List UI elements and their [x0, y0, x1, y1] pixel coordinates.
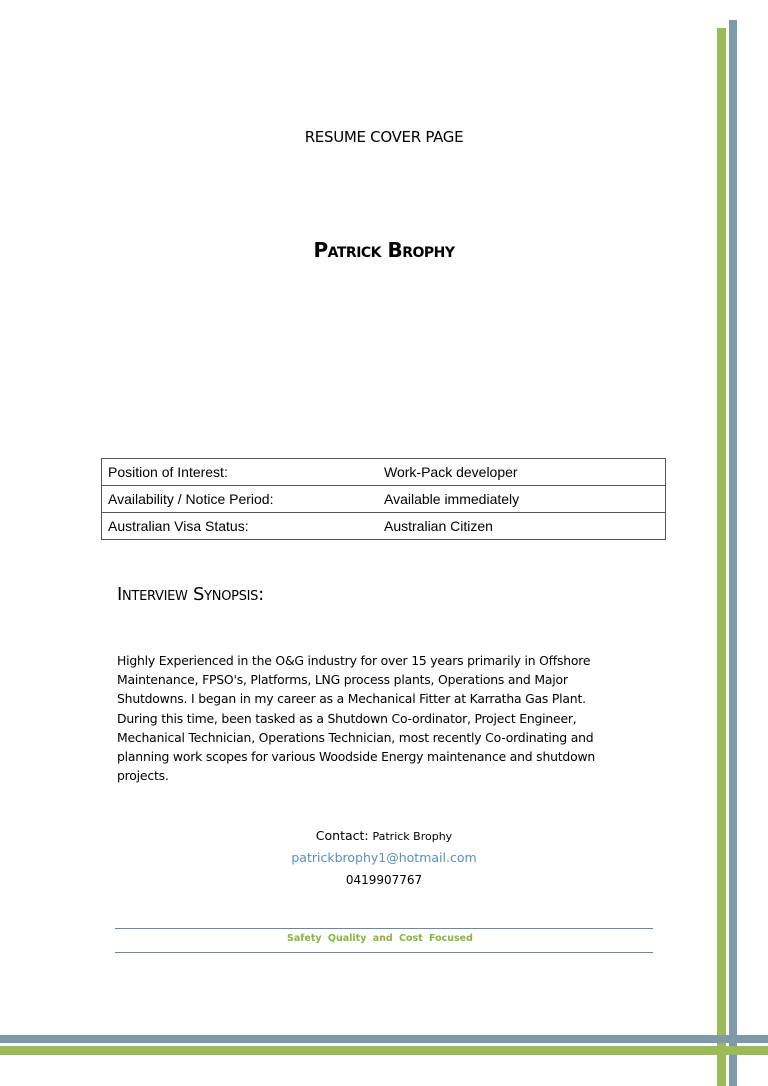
- contact-label: Contact:: [315, 828, 369, 843]
- table-row: [102, 486, 666, 513]
- info-value: Work-Pack developer: [378, 459, 666, 486]
- info-label: Availability / Notice Period:: [102, 486, 379, 513]
- synopsis-line: planning work scopes for various Woodside Energy maintenance and shutdown: [117, 749, 596, 765]
- synopsis-heading: Interview Synopsis:: [117, 584, 264, 605]
- table-row: [102, 513, 666, 540]
- candidate-name: Patrick Brophy: [313, 238, 455, 262]
- border-bar-horizontal-green: [0, 1046, 768, 1055]
- synopsis-line: Maintenance, FPSO's, Platforms, LNG process plants, Operations and Major: [117, 672, 568, 688]
- border-bar-vertical-green: [717, 28, 726, 1086]
- synopsis-line: During this time, been tasked as a Shutdown Co-ordinator, Project Engineer,: [117, 710, 577, 726]
- info-value: Available immediately: [378, 486, 666, 513]
- synopsis-body: [117, 651, 627, 785]
- border-bar-horizontal-blue: [0, 1035, 768, 1043]
- synopsis-line: Highly Experienced in the O&G industry for over 15 years primarily in Offshore: [117, 653, 591, 668]
- footer-tagline: Safety Quality and Cost Focused: [287, 933, 473, 944]
- synopsis-line: Mechanical Technician, Operations Technician, most recently Co-ordinating and: [117, 729, 594, 745]
- document-title: RESUME COVER PAGE: [304, 128, 464, 146]
- footer-divider-bottom: [115, 952, 653, 953]
- synopsis-line: projects.: [117, 768, 169, 784]
- table-row: [102, 459, 666, 486]
- synopsis-line: Shutdowns. I began in my career as a Mechanical Fitter at Karratha Gas Plant.: [117, 691, 586, 707]
- contact-line: [0, 826, 768, 848]
- info-label: Position of Interest:: [102, 459, 379, 486]
- contact-block: [0, 826, 768, 892]
- info-table: [101, 458, 666, 540]
- info-value: Australian Citizen: [378, 513, 666, 540]
- border-bar-vertical-blue: [729, 20, 737, 1086]
- info-label: Australian Visa Status:: [102, 513, 379, 540]
- contact-phone: 0419907767: [345, 873, 423, 887]
- contact-email-link[interactable]: patrickbrophy1@hotmail.com: [291, 850, 477, 865]
- contact-name: Patrick Brophy: [372, 830, 453, 843]
- footer-divider-top: [115, 928, 653, 929]
